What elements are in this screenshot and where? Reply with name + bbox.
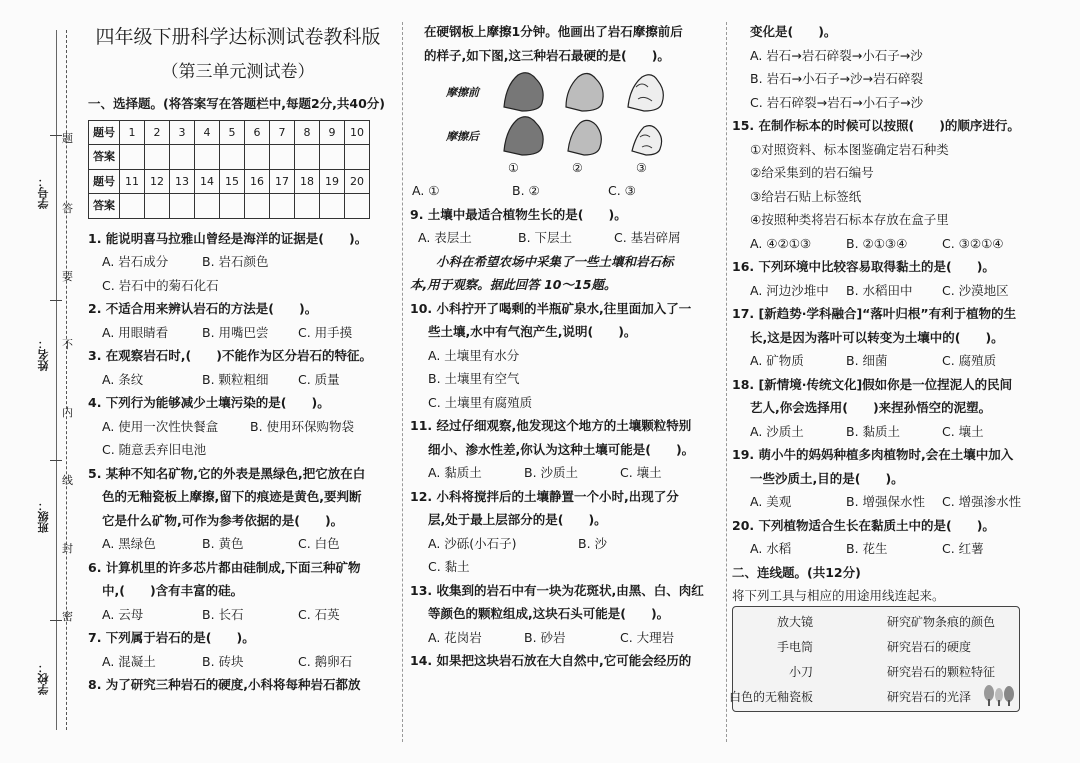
intro-text: 本,用于观察。据此回答 10～15题。 [410,277,617,292]
table-row: 题号 1 2 3 4 5 6 7 8 9 10 [89,120,370,145]
options: A. 表层土 B. 下层土 C. 基岩碎屑 [418,230,681,245]
tool-item[interactable]: 小刀 [788,665,813,679]
options: A. 混凝土 B. 砖块 C. 鹅卵石 [102,653,353,669]
options: A. 沙质土 B. 黏质土 C. 壤土 [750,423,984,439]
question-2: 2. 不适合用来辨认岩石的方法是( )。 [88,301,318,316]
cut-char: 要 [62,270,73,283]
rock-number: ① [508,161,519,175]
options: A. ④②①③ B. ②①③④ C. ③②①④ [750,235,1004,251]
section-heading: 一、选择题。(将答案写在答题栏中,每题2分,共40分) [88,96,386,111]
question-8: 8. 为了研究三种岩石的硬度,小科将每种岩石都放 [88,677,361,692]
section-heading: 二、连线题。(共12分) [732,564,861,580]
column-divider [726,22,727,742]
cut-char: 线 [62,474,73,487]
use-item[interactable]: 研究岩石的光泽 [887,690,972,704]
question-12: 12. 小科将搅拌后的土壤静置一个小时,出现了分 [410,488,679,504]
cut-char: 封 [62,542,73,555]
column-3: 变化是( )。 A. 岩石→岩石碎裂→小石子→沙 B. 岩石→小石子→沙→岩石碎裂 C. 岩石碎裂→岩石→小石子→沙 15. 在制作标本的时候可以按照( )的顺序进行。 ①对照资料、标本图鉴确定岩石种类 ②给采集到的岩石编号 ③给岩石贴上标签纸 ④按照种类将岩石标本存放在盒子里 A. ④②①③ B. ②①③④ C. ③②①④ 16. 下列环境中比较容易取得黏土的是( )。 A. 河边沙堆中 B. 水稻田中 C. 沙漠地区 17. [新趋势·学科融合]“落叶归根”有利于植物的生 长,这是因为落叶可以转变为土壤中的( )。 A. 矿物质 B. 细菌 C. 腐殖质 18. [新情境·传统文化]假如你是一位捏泥人的民间 艺人,你会选择用( )来捏孙悟空的泥塑。 A. 沙质土 B. 黏质土 C. 壤土 19. 萌小牛的妈妈种植多肉植物时,会在土壤中加入 一些沙质土,目的是( )。 A. 美观 B. 增强保水性 C. 增强渗水性 20. 下列植物适合生长在黏质土中的是( )。 A. 水稻 B. 花生 C. 红薯 二、连线题。(共12分) 将下列工具与相应的用途用线连起来。 [732,20,1032,608]
matching-box [728,606,1020,712]
cut-char: 不 [62,338,73,351]
question-5: 5. 某种不知名矿物,它的外表是黑绿色,把它放在白 [88,465,366,481]
options: A. 河边沙堆中 B. 水稻田中 C. 沙漠地区 [750,282,1009,298]
intro-text: 小科在希望农场中采集了一些土壤和岩石标 [436,253,674,269]
tool-item[interactable]: 手电筒 [776,640,813,654]
rock-number: ③ [636,161,647,175]
question-3: 3. 在观察岩石时,( )不能作为区分岩石的特征。 [88,348,372,363]
options: A. 沙砾(小石子) B. 沙 [428,535,608,551]
before-label: 摩擦前 [446,86,479,99]
cut-char: 密 [62,610,73,623]
question-11: 11. 经过仔细观察,他发现这个地方的土壤颗粒特别 [410,418,692,433]
cut-char: 答 [62,202,73,215]
answer-table [88,120,370,219]
question-17: 17. [新趋势·学科融合]“落叶归根”有利于植物的生 [732,306,1017,321]
question-4: 4. 下列行为能够减少土壤污染的是( )。 [88,395,330,410]
table-row: 答案 [89,194,370,219]
question-10: 10. 小科拧开了喝剩的半瓶矿泉水,往里面加入了一 [410,300,692,316]
page-subtitle: （第三单元测试卷） [161,62,315,82]
options: C. 随意丢弃旧电池 [102,442,207,457]
student-id-label: 学号： [37,176,50,209]
options: A. 条纹 B. 颗粒粗细 C. 质量 [102,371,340,387]
column-divider [402,22,403,742]
use-item[interactable]: 研究矿物条痕的颜色 [887,615,996,629]
options: A. 美观 B. 增强保水性 C. 增强渗水性 [750,494,1022,509]
options: A. 水稻 B. 花生 C. 红薯 [750,541,984,556]
question-14: 14. 如果把这块岩石放在大自然中,它可能会经历的 [410,653,692,668]
question-9: 9. 土壤中最适合植物生长的是( )。 [410,206,627,222]
options: A. 矿物质 B. 细菌 C. 腐殖质 [750,353,997,368]
binding-strip [0,0,86,763]
rock-drawings [496,67,696,159]
after-label: 摩擦后 [446,130,479,143]
rock-number: ② [572,161,583,175]
rock-figure [410,67,720,179]
question-19: 19. 萌小牛的妈妈种植多肉植物时,会在土壤中加入 [732,447,1014,462]
question-6: 6. 计算机里的许多芯片都由硅制成,下面三种矿物 [88,559,361,575]
question-13: 13. 收集到的岩石中有一块为花斑状,由黑、白、肉红 [410,582,704,598]
section-instruction: 将下列工具与相应的用途用线连起来。 [732,588,945,603]
options: A. 云母 B. 长石 C. 石英 [102,606,340,622]
options: A. 岩石成分 B. 岩石颜色 [102,254,269,269]
question-15: 15. 在制作标本的时候可以按照( )的顺序进行。 [732,118,1020,133]
question-7: 7. 下列属于岩石的是( )。 [88,630,255,645]
school-label: 学校： [37,662,50,695]
options: A. 黏质土 B. 沙质土 C. 壤土 [428,465,662,480]
options: A. 使用一次性快餐盒 B. 使用环保购物袋 [102,418,355,434]
question-16: 16. 下列环境中比较容易取得黏土的是( )。 [732,259,995,274]
options: C. 岩石中的菊石化石 [102,277,219,293]
options: A. 黑绿色 B. 黄色 C. 白色 [102,536,340,551]
tree-icon [983,683,1017,707]
name-label: 姓名： [37,338,50,371]
cut-char: 题 [62,132,73,145]
options: A. 花岗岩 B. 砂岩 C. 大理岩 [428,629,675,645]
table-row: 答案 [89,145,370,170]
table-row: 题号 11 12 13 14 15 16 17 18 19 20 [89,169,370,194]
use-item[interactable]: 研究岩石的颗粒特征 [887,665,996,679]
cut-char: 内 [62,406,73,419]
page-title: 四年级下册科学达标测试卷教科版 [95,26,381,48]
column-1 [88,18,388,697]
options: A. 用眼睛看 B. 用嘴巴尝 C. 用手摸 [102,324,353,340]
options: A. ① B. ② C. ③ [412,183,636,198]
tool-item[interactable]: 放大镜 [776,615,813,629]
tool-item[interactable]: 白色的无釉瓷板 [728,690,813,704]
use-item[interactable]: 研究岩石的硬度 [887,640,972,654]
question-18: 18. [新情境·传统文化]假如你是一位捏泥人的民间 [732,376,1013,392]
question-20: 20. 下列植物适合生长在黏质土中的是( )。 [732,517,995,533]
class-label: 班级： [37,500,50,533]
column-2: 在硬钢板上摩擦1分钟。他画出了岩石摩擦前后 的样子,如下图,这三种岩石最硬的是( )。 摩擦前 摩擦后 ① ② ③ A. ① B. ② C. ③ 9. 土壤中最适合植物生长的是( )。 A. 表层土 B. 下层土 C. 基岩碎屑 小科在希望农场中采集了一些土壤和岩石标 本,用于观察。据此回答 10～15题。 10. 小科拧开了喝剩的半瓶矿泉水,往里面加入了一 些土壤,水中有气泡产生,说明( )。 A. 土壤里有水分 B. 土壤里有空气 C. 土壤里有腐殖质 11. 经过仔细观察,他发现这个地方的土壤颗粒特别 细小、渗水性差,你认为这种土壤可能是( )。 A. 黏质土 B. 沙质土 C. 壤土 12. 小科将搅拌后的土壤静置一个小时,出现了分 层,处于最上层部分的是( )。 A. 沙砾(小石子) B. 沙 C. 黏土 13. 收集到的岩石中有一块为花斑状,由黑、白、肉红 等颜色的颗粒组成,这块石头可能是( )。 A. 花岗岩 B. 砂岩 C. 大理岩 14. 如果把这块岩石放在大自然中,它可能会经历的 [410,20,720,673]
question-list: 1. 能说明喜马拉雅山曾经是海洋的证据是( )。 A. 岩石成分 B. 岩石颜色 C. 岩石中的菊石化石 2. 不适合用来辨认岩石的方法是( )。 A. 用眼睛看 B. 用嘴巴尝 C. 用手摸 3. 在观察岩石时,( )不能作为区分岩石的特征。 A. 条纹 B. 颗粒粗细 C. 质量 4. 下列行为能够减少土壤污染的是( )。 A. 使用一次性快餐盒 B. 使用环保购物袋 C. 随意丢弃旧电池 5. 某种不知名矿物,它的外表是黑绿色,把它放在白 色的无釉瓷板上摩擦,留下的痕迹是黄色,要判断 它是什么矿物,可作为参考依据的是( )。 A. 黑绿色 B. 黄色 C. 白色 6. 计算机里的许多芯片都由硅制成,下面三种矿物 中,( )含有丰富的硅。 A. 云母 B. 长石 C. 石英 7. 下列属于岩石的是( )。 A. 混凝土 B. 砖块 C. 鹅卵石 8. 为了研究三种岩石的硬度,小科将每种岩石都放 [88,227,388,697]
question-1: 1. 能说明喜马拉雅山曾经是海洋的证据是( )。 [88,230,368,246]
